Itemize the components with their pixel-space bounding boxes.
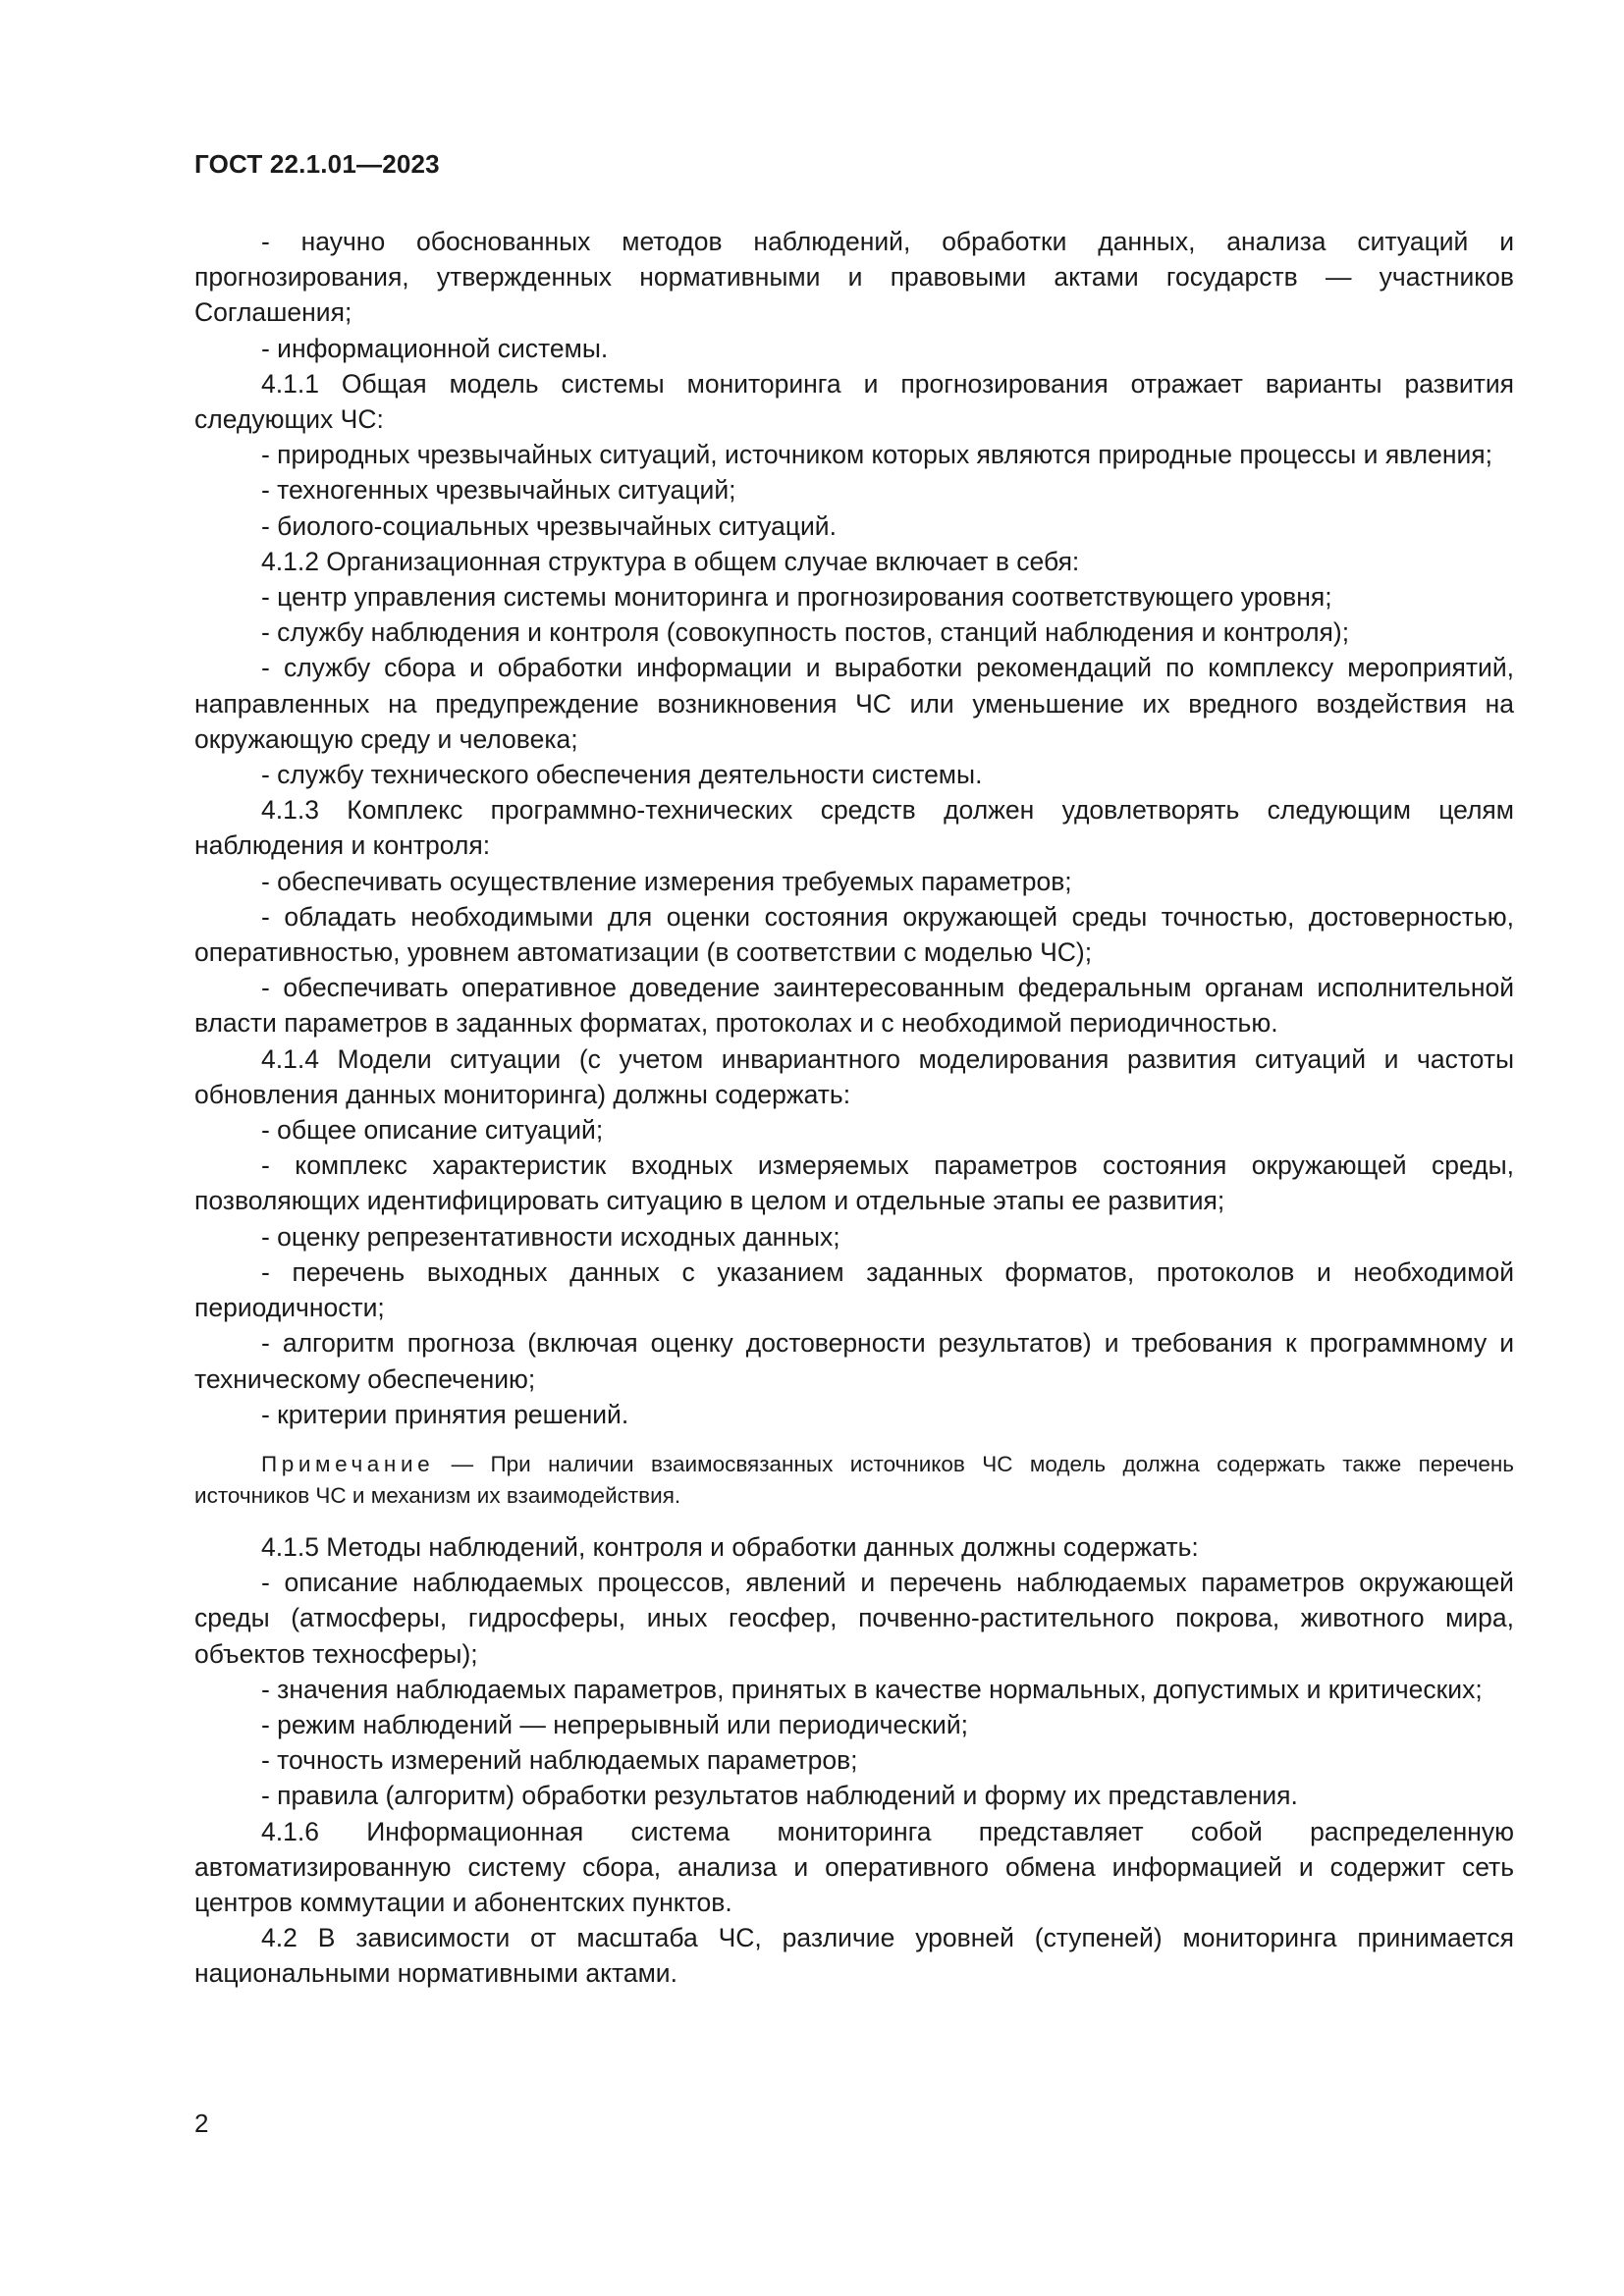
list-item: - точность измерений наблюдаемых параметров; — [261, 1745, 858, 1776]
list-item: - информационной системы. — [261, 333, 609, 363]
list-item: - значения наблюдаемых параметров, принятых в качестве нормальных, допустимых и критических; — [261, 1674, 1483, 1704]
list-item: - обеспечивать осуществление измерения требуемых параметров; — [261, 866, 1072, 896]
list-item: - режим наблюдений — непрерывный или периодический; — [261, 1709, 969, 1739]
document-body — [194, 224, 1514, 1992]
list-item: - алгоритм прогноза (включая оценку достоверности результатов) и требования к программному и техническому обеспечению; — [194, 1328, 1514, 1394]
list-item: - правила (алгоритм) обработки результатов наблюдений и форму их представления. — [261, 1781, 1298, 1811]
page-number: 2 — [194, 2109, 209, 2138]
list-item: - биолого-социальных чрезвычайных ситуаций. — [261, 510, 837, 541]
clause-4-1-1: 4.1.1 Общая модель системы мониторинга и прогнозирования отражает варианты развития следующих ЧС: — [194, 368, 1514, 435]
list-item: - описание наблюдаемых процессов, явлений и перечень наблюдаемых параметров окружающей среды (атмосферы, гидросферы, иных геосфер, почвенно-растительного покрова, животного мира, объектов техносферы); — [194, 1568, 1514, 1669]
list-item: - службу сбора и обработки информации и выработки рекомендаций по комплексу мероприятий, направленных на предупреждение возникновения ЧС или уменьшение их вредного воздействия на окружающую среду и человека; — [194, 653, 1514, 754]
clause-4-1-2: 4.1.2 Организационная структура в общем случае включает в себя: — [261, 546, 1080, 576]
list-item: - службу наблюдения и контроля (совокупность постов, станций наблюдения и контроля); — [261, 617, 1350, 648]
note-text: — При наличии взаимосвязанных источников ЧС модель должна содержать также перечень источников ЧС и механизм их взаимодействия. — [194, 1451, 1514, 1508]
clause-4-1-3: 4.1.3 Комплекс программно-технических средств должен удовлетворять следующим целям наблюдения и контроля: — [194, 795, 1514, 861]
list-item: - научно обоснованных методов наблюдений, обработки данных, анализа ситуаций и прогнозирования, утвержденных нормативными и правовыми актами государств — участников Соглашения; — [194, 227, 1514, 328]
list-item: - комплекс характеристик входных измеряемых параметров состояния окружающей среды, позволяющих идентифицировать ситуацию в целом и отдельные этапы ее развития; — [194, 1150, 1514, 1216]
note — [194, 1449, 1514, 1512]
list-item: - оценку репрезентативности исходных данных; — [261, 1221, 840, 1252]
clause-4-2: 4.2 В зависимости от масштаба ЧС, различие уровней (ступеней) мониторинга принимается национальными нормативными актами. — [194, 1923, 1514, 1989]
list-item: - природных чрезвычайных ситуаций, источником которых являются природные процессы и явления; — [261, 440, 1493, 470]
list-item: - общее описание ситуаций; — [261, 1115, 604, 1146]
list-item: - обладать необходимыми для оценки состояния окружающей среды точностью, достоверностью, оперативностью, уровнем автоматизации (в соответствии с моделью ЧС); — [194, 901, 1514, 968]
list-item: - обеспечивать оперативное доведение заинтересованным федеральным органам исполнительной власти параметров в заданных форматах, протоколах и с необходимой периодичностью. — [194, 973, 1514, 1039]
clause-4-1-4: 4.1.4 Модели ситуации (с учетом инвариантного моделирования развития ситуаций и частоты обновления данных мониторинга) должны содержать: — [194, 1043, 1514, 1109]
clause-4-1-6: 4.1.6 Информационная система мониторинга представляет собой распределенную автоматизированную систему сбора, анализа и оперативного обмена информацией и содержит сеть центров коммутации и абонентских пунктов. — [194, 1816, 1514, 1917]
list-item: - центр управления системы мониторинга и прогнозирования соответствующего уровня; — [261, 582, 1332, 613]
document-header: ГОСТ 22.1.01—2023 — [194, 149, 440, 179]
clause-4-1-5: 4.1.5 Методы наблюдений, контроля и обработки данных должны содержать: — [261, 1531, 1199, 1562]
list-item: - службу технического обеспечения деятельности системы. — [261, 760, 983, 790]
list-item: - критерии принятия решений. — [261, 1399, 629, 1429]
note-label: Примечание — [261, 1451, 435, 1476]
list-item: - техногенных чрезвычайных ситуаций; — [261, 475, 736, 506]
list-item: - перечень выходных данных с указанием заданных форматов, протоколов и необходимой периодичности; — [194, 1256, 1514, 1323]
